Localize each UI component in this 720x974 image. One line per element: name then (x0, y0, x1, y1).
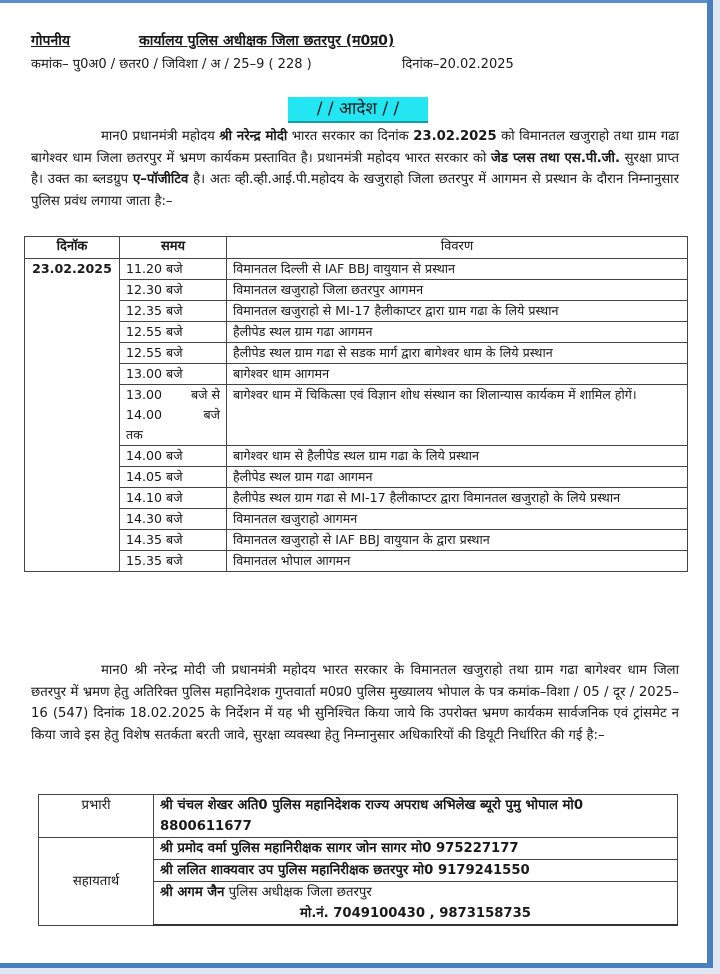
role-assistant-label: सहायतार्थ (39, 838, 154, 926)
instructions-paragraph (31, 660, 679, 746)
schedule-header-row (25, 237, 688, 259)
row-details: बागेश्वर धाम में चिकित्सा एवं विज्ञान शोध संस्थान का शिलान्यास कार्यकम में शामिल होगें। (227, 385, 688, 446)
table-row (25, 530, 688, 551)
sp-phone: मो.नं. 7049100430 , 9873158735 (300, 906, 531, 921)
table-row (25, 343, 688, 364)
row-time: 14.00 बजे (120, 446, 227, 467)
intro-text: को विमानतल खजुराहो तथा ग्राम गढा बागेश्वर धाम जिला छतरपुर में भ्रमण कार्यकम प्रस्तावित है। प्रधानमंत्री महोदय भारत सरकार को (31, 129, 679, 166)
visit-date: 23.02.2025 (413, 129, 497, 144)
row-time: 12.35 बजे (120, 301, 227, 322)
table-row (25, 509, 688, 530)
schedule-date: 23.02.2025 (25, 259, 120, 280)
time-start: 13.00 (126, 387, 163, 402)
security-level: जेड प्लस तथा एस.पी.जी. (491, 150, 620, 166)
row-time-range (120, 385, 227, 446)
row-details: विमानतल खजुराहो जिला छतरपुर आगमन (227, 280, 688, 301)
table-row (25, 446, 688, 467)
office-name: कार्यालय पुलिस अधीक्षक जिला छतरपुर (म0प्र0) (139, 33, 395, 49)
time-text: बजे (203, 407, 220, 422)
instructions-text: मान0 श्री नरेन्द्र मोदी जी प्रधानमंत्री महोदय भारत सरकार के विमानतल खजुराहो तथा ग्राम गढा बागेश्वर धाम जिला छतरपुर में भ्रमण हेतु अतिरिक्त पुलिस महानिदेशक गुप्तवार्ता म0प्र0 पुलिस मुख्यालय भोपाल के पत्र कमांक–विशा / 05 / दूर / 2025–16 (547) दिनांक 18.02.2025 के निर्देशन में यह भी सुनिश्चित किया जाये कि उपरोक्त भ्रमण कार्यकम सार्वजनिक एवं ट्रांसमेट न किया जावे इस हेतु विशेष सतर्कता बरती जावे, सुरक्षा व्यवस्था हेतु निम्नानुसार अधिकारियों की डियूटी निर्धारित की गई है:– (31, 663, 679, 743)
duty-table (38, 794, 678, 926)
row-time: 14.10 बजे (120, 488, 227, 509)
assistant-officer: श्री ललित शाक्यवार उप पुलिस महानिरीक्षक छतरपुर मो0 9179241550 (154, 860, 678, 882)
duty-row-incharge (39, 795, 678, 838)
table-row (25, 259, 688, 280)
intro-text: भारत सरकार का दिनांक (287, 129, 414, 144)
table-row (25, 467, 688, 488)
sp-name: श्री अगम जैन (160, 885, 225, 900)
sp-post: पुलिस अधीक्षक जिला छतरपुर (224, 885, 372, 900)
row-details: हैलीपेड स्थल ग्राम गढा आगमन (227, 467, 688, 488)
column-header-time: समय (120, 237, 227, 259)
row-time: 12.55 बजे (120, 322, 227, 343)
incharge-officer: श्री चंचल शेखर अति0 पुलिस महानिदेशक राज्य अपराध अभिलेख ब्यूरो पुमु भोपाल मो0 8800611677 (154, 795, 678, 838)
intro-paragraph (31, 126, 679, 212)
row-details: हैलीपेड स्थल ग्राम गढा से सडक मार्ग द्वारा बागेश्वर धाम के लिये प्रस्थान (227, 343, 688, 364)
row-time: 13.00 बजे (120, 364, 227, 385)
frame-top-border (0, 0, 712, 3)
time-text: तक (126, 427, 143, 442)
intro-text: है। अतः व्ही.व्ही.आई.पी.महोदय के खजुराहो जिला छतरपुर में आगमन से प्रस्थान के दौरान निम्नानुसार पुलिस प्रवंध लगाया जाता है:– (31, 172, 679, 209)
table-row (25, 488, 688, 509)
blood-group: ए–पॉजीटिव (132, 172, 189, 188)
table-row (25, 322, 688, 343)
pm-name: श्री नरेन्द्र मोदी (219, 129, 288, 144)
duty-row-assistant (39, 838, 678, 860)
letterhead (31, 31, 395, 50)
time-text: बजे से (190, 387, 220, 402)
intro-text: मान0 प्रधानमंत्री महोदय (101, 129, 220, 144)
row-details: विमानतल खजुराहो आगमन (227, 509, 688, 530)
row-details: विमानतल दिल्ली से IAF BBJ वायुयान से प्रस्थान (227, 259, 688, 280)
column-header-date: दिनॉक (25, 237, 120, 259)
row-details: हैलीपेड स्थल ग्राम गढा आगमन (227, 322, 688, 343)
row-time: 12.30 बजे (120, 280, 227, 301)
row-time: 15.35 बजे (120, 551, 227, 572)
table-row (25, 280, 688, 301)
schedule-table (24, 236, 688, 572)
row-details: बागेश्वर धाम से हैलीपेड स्थल ग्राम गढा के लिये प्रस्थान (227, 446, 688, 467)
row-details: बागेश्वर धाम आगमन (227, 364, 688, 385)
table-row (25, 301, 688, 322)
intro-text: सुरक्षा प्राप्त है। उक्त का ब्लडग्रुप (31, 150, 679, 188)
assistant-officer: श्री प्रमोद वर्मा पुलिस महानिरीक्षक सागर जोन सागर मो0 975227177 (154, 838, 678, 860)
row-details: विमानतल खजुराहो से IAF BBJ वायुयान के द्वारा प्रस्थान (227, 530, 688, 551)
row-details: हैलीपेड स्थल ग्राम गढा से MI-17 हैलीकाप्टर द्वारा विमानतल खजुराहो के लिये प्रस्थान (227, 488, 688, 509)
letter-date: दिनांक–20.02.2025 (402, 57, 514, 72)
time-end: 14.00 (126, 407, 163, 422)
table-row (25, 385, 688, 446)
reference-line (31, 54, 514, 72)
order-title: / / आदेश / / (288, 97, 428, 123)
table-row (25, 364, 688, 385)
role-incharge-label: प्रभारी (39, 795, 154, 838)
row-time: 14.05 बजे (120, 467, 227, 488)
row-time: 11.20 बजे (120, 259, 227, 280)
row-time: 14.30 बजे (120, 509, 227, 530)
row-details: विमानतल भोपाल आगमन (227, 551, 688, 572)
table-row (25, 551, 688, 572)
row-time: 12.55 बजे (120, 343, 227, 364)
frame-bottom-margin (0, 968, 720, 974)
column-header-details: विवरण (227, 237, 688, 259)
reference-number: कमांक– पु0अ0 / छतर0 / जिविशा / अ / 25–9 ( 228 ) (31, 57, 312, 72)
assistant-officer-sp (154, 882, 678, 926)
row-details: विमानतल खजुराहो से MI-17 हैलीकाप्टर द्वारा ग्राम गढा के लिये प्रस्थान (227, 301, 688, 322)
row-time: 14.35 बजे (120, 530, 227, 551)
frame-right-margin (713, 0, 720, 974)
confidential-label: गोपनीय (31, 33, 70, 49)
